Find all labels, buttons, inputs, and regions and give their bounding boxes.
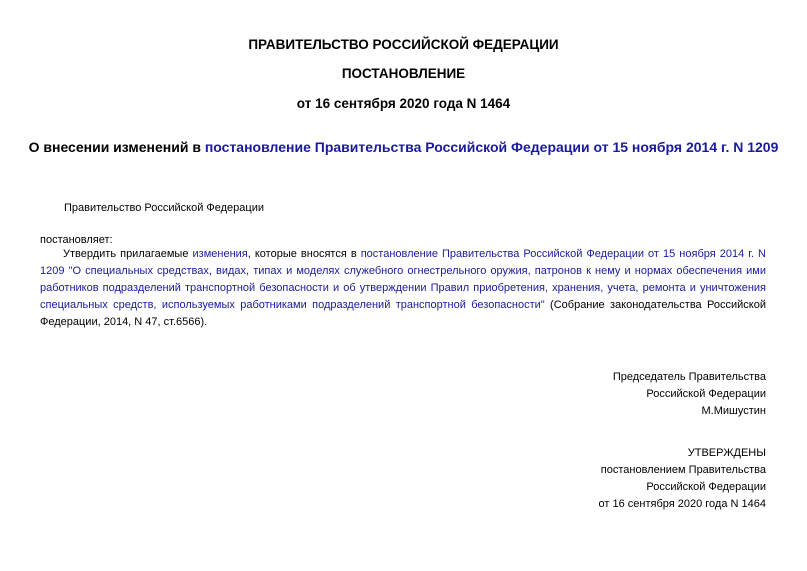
document-title xyxy=(0,139,807,155)
title-prefix: О внесении изменений в xyxy=(28,139,205,155)
changes-link[interactable]: изменения xyxy=(192,248,248,260)
signatory-name: М.Мишустин xyxy=(701,405,766,417)
resolution-paragraph xyxy=(40,246,766,331)
government-heading: ПРАВИТЕЛЬСТВО РОССИЙСКОЙ ФЕДЕРАЦИИ xyxy=(248,37,559,52)
document-type-heading: ПОСТАНОВЛЕНИЕ xyxy=(341,66,466,81)
document-date-number: от 16 сентября 2020 года N 1464 xyxy=(296,96,511,111)
approval-heading: УТВЕРЖДЕНЫ xyxy=(687,447,766,459)
body-text-part3: (Собрание законодательства Российской Федерации, 2014, N 47, ст.6566). xyxy=(40,299,766,328)
approval-line2: постановлением Правительства xyxy=(600,464,766,476)
preamble-verb: постановляет: xyxy=(40,234,113,246)
signature-position-line1: Председатель Правительства xyxy=(612,371,766,383)
title-decree-link[interactable]: постановление Правительства Российской Федерации от 15 ноября 2014 г. N 1209 xyxy=(204,139,779,155)
approval-date-number: от 16 сентября 2020 года N 1464 xyxy=(598,498,766,510)
approval-block xyxy=(466,445,766,513)
signature-block xyxy=(466,369,766,420)
signature-position-line2: Российской Федерации xyxy=(646,388,766,400)
body-text-part2: , которые вносятся в xyxy=(247,248,361,260)
preamble-subject: Правительство Российской Федерации xyxy=(64,202,264,214)
body-text-part1: Утвердить прилагаемые xyxy=(63,248,193,260)
decree-1209-link[interactable]: постановление Правительства Российской Федерации от 15 ноября 2014 г. N 1209 "О специальных средствах, видах, типах и моделях служебного огнестрельного оружия, патронов к нему и нормах обеспечения ими работников подразделений транспортной безопасности и об утверждении Правил приобретения, хранения, учета, ремонта и уничтожения специальных средств, используемых работниками подразделений транспортной безопасности" xyxy=(40,248,766,311)
approval-line3: Российской Федерации xyxy=(646,481,766,493)
